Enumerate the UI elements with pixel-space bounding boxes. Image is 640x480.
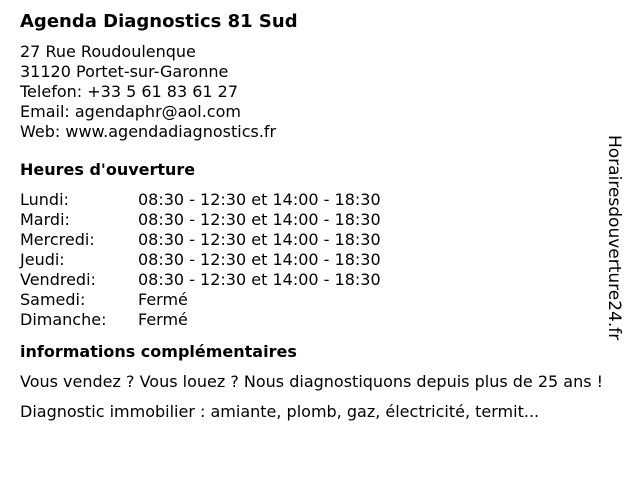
email-line: Email: agendaphr@aol.com: [20, 102, 241, 121]
hours-title: Heures d'ouverture: [20, 160, 196, 179]
hours-day: Samedi:: [20, 290, 86, 309]
hours-time: 08:30 - 12:30 et 14:00 - 18:30: [138, 210, 381, 229]
hours-day: Vendredi:: [20, 270, 96, 289]
hours-row: [20, 230, 610, 250]
phone-line: Telefon: +33 5 61 83 61 27: [20, 82, 239, 101]
hours-day: Mercredi:: [20, 230, 95, 249]
hours-time: 08:30 - 12:30 et 14:00 - 18:30: [138, 230, 381, 249]
hours-row: [20, 310, 610, 330]
address-street: 27 Rue Roudoulenque: [20, 42, 196, 61]
address-block: [20, 42, 610, 142]
info-title: informations complémentaires: [20, 342, 297, 361]
hours-day: Lundi:: [20, 190, 69, 209]
hours-table: [20, 190, 610, 330]
hours-row: [20, 290, 610, 310]
hours-time: 08:30 - 12:30 et 14:00 - 18:30: [138, 190, 381, 209]
business-name: Agenda Diagnostics 81 Sud: [20, 11, 298, 32]
web-line: Web: www.agendadiagnostics.fr: [20, 122, 277, 141]
hours-row: [20, 270, 610, 290]
hours-row: [20, 210, 610, 230]
hours-day: Dimanche:: [20, 310, 107, 329]
hours-time: Fermé: [138, 310, 188, 329]
site-watermark: Horairesdouverture24.fr: [604, 135, 624, 341]
hours-day: Mardi:: [20, 210, 70, 229]
address-city: 31120 Portet-sur-Garonne: [20, 62, 229, 81]
hours-row: [20, 190, 610, 210]
hours-time: 08:30 - 12:30 et 14:00 - 18:30: [138, 250, 381, 269]
info-paragraph-2: Diagnostic immobilier : amiante, plomb, gaz, électricité, termit...: [20, 402, 540, 421]
hours-day: Jeudi:: [20, 250, 65, 269]
hours-time: 08:30 - 12:30 et 14:00 - 18:30: [138, 270, 381, 289]
hours-row: [20, 250, 610, 270]
info-paragraph-1: Vous vendez ? Vous louez ? Nous diagnostiquons depuis plus de 25 ans !: [20, 372, 604, 391]
business-card: [20, 10, 610, 432]
hours-time: Fermé: [138, 290, 188, 309]
